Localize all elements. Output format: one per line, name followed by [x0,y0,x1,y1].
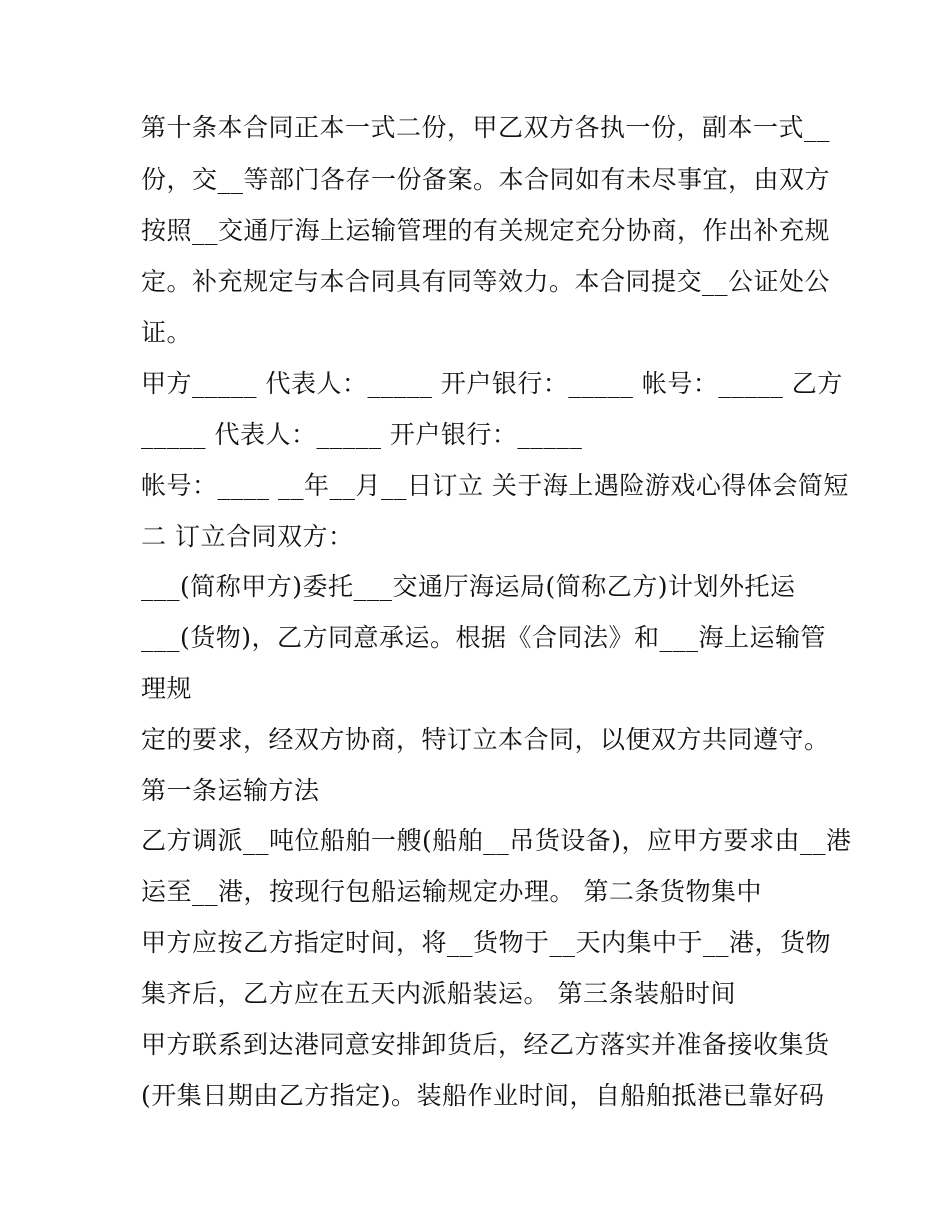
text-line: ___(货物)，乙方同意承运。根据《合同法》和___海上运输管 [141,623,827,652]
text-line: 甲方联系到达港同意安排卸货后，经乙方落实并准备接收集货 [141,1030,830,1059]
text-line: 按照__交通厅海上运输管理的有关规定充分协商，作出补充规 [141,216,831,245]
text-line: 第一条运输方法 [141,776,320,805]
text-line: (开集日期由乙方指定)。装船作业时间，自船舶抵港已靠好码 [141,1081,825,1110]
text-line: 乙方调派__吨位船舶一艘(船舶__吊货设备)，应甲方要求由__港 [141,826,852,855]
text-line: 集齐后，乙方应在五天内派船装运。 第三条装船时间 [141,979,736,1008]
text-line: 甲方_____ 代表人：_____ 开户银行：_____ 帐号：_____ 乙方 [141,369,843,398]
text-line: _____ 代表人：_____ 开户银行：_____ [141,420,583,449]
text-line: 二 订立合同双方： [141,522,354,551]
text-line: 运至__港，按现行包船运输规定办理。 第二条货物集中 [141,877,762,906]
text-line: 帐号：____ __年__月__日订立 关于海上遇险游戏心得体会简短 [141,471,849,500]
text-line: 定。补充规定与本合同具有同等效力。本合同提交__公证处公 [141,267,831,296]
text-line: 甲方应按乙方指定时间，将__货物于__天内集中于__港，货物 [141,928,832,957]
text-line: ___(简称甲方)委托___交通厅海运局(简称乙方)计划外托运 [141,572,796,601]
text-line: 证。 [141,318,193,347]
text-line: 理规 [141,674,193,703]
text-line: 第十条本合同正本一式二份，甲乙双方各执一份，副本一式__ [141,113,831,142]
text-line: 定的要求，经双方协商，特订立本合同，以便双方共同遵守。 [141,725,830,754]
text-line: 份，交__等部门各存一份备案。本合同如有未尽事宜，由双方 [141,165,831,194]
